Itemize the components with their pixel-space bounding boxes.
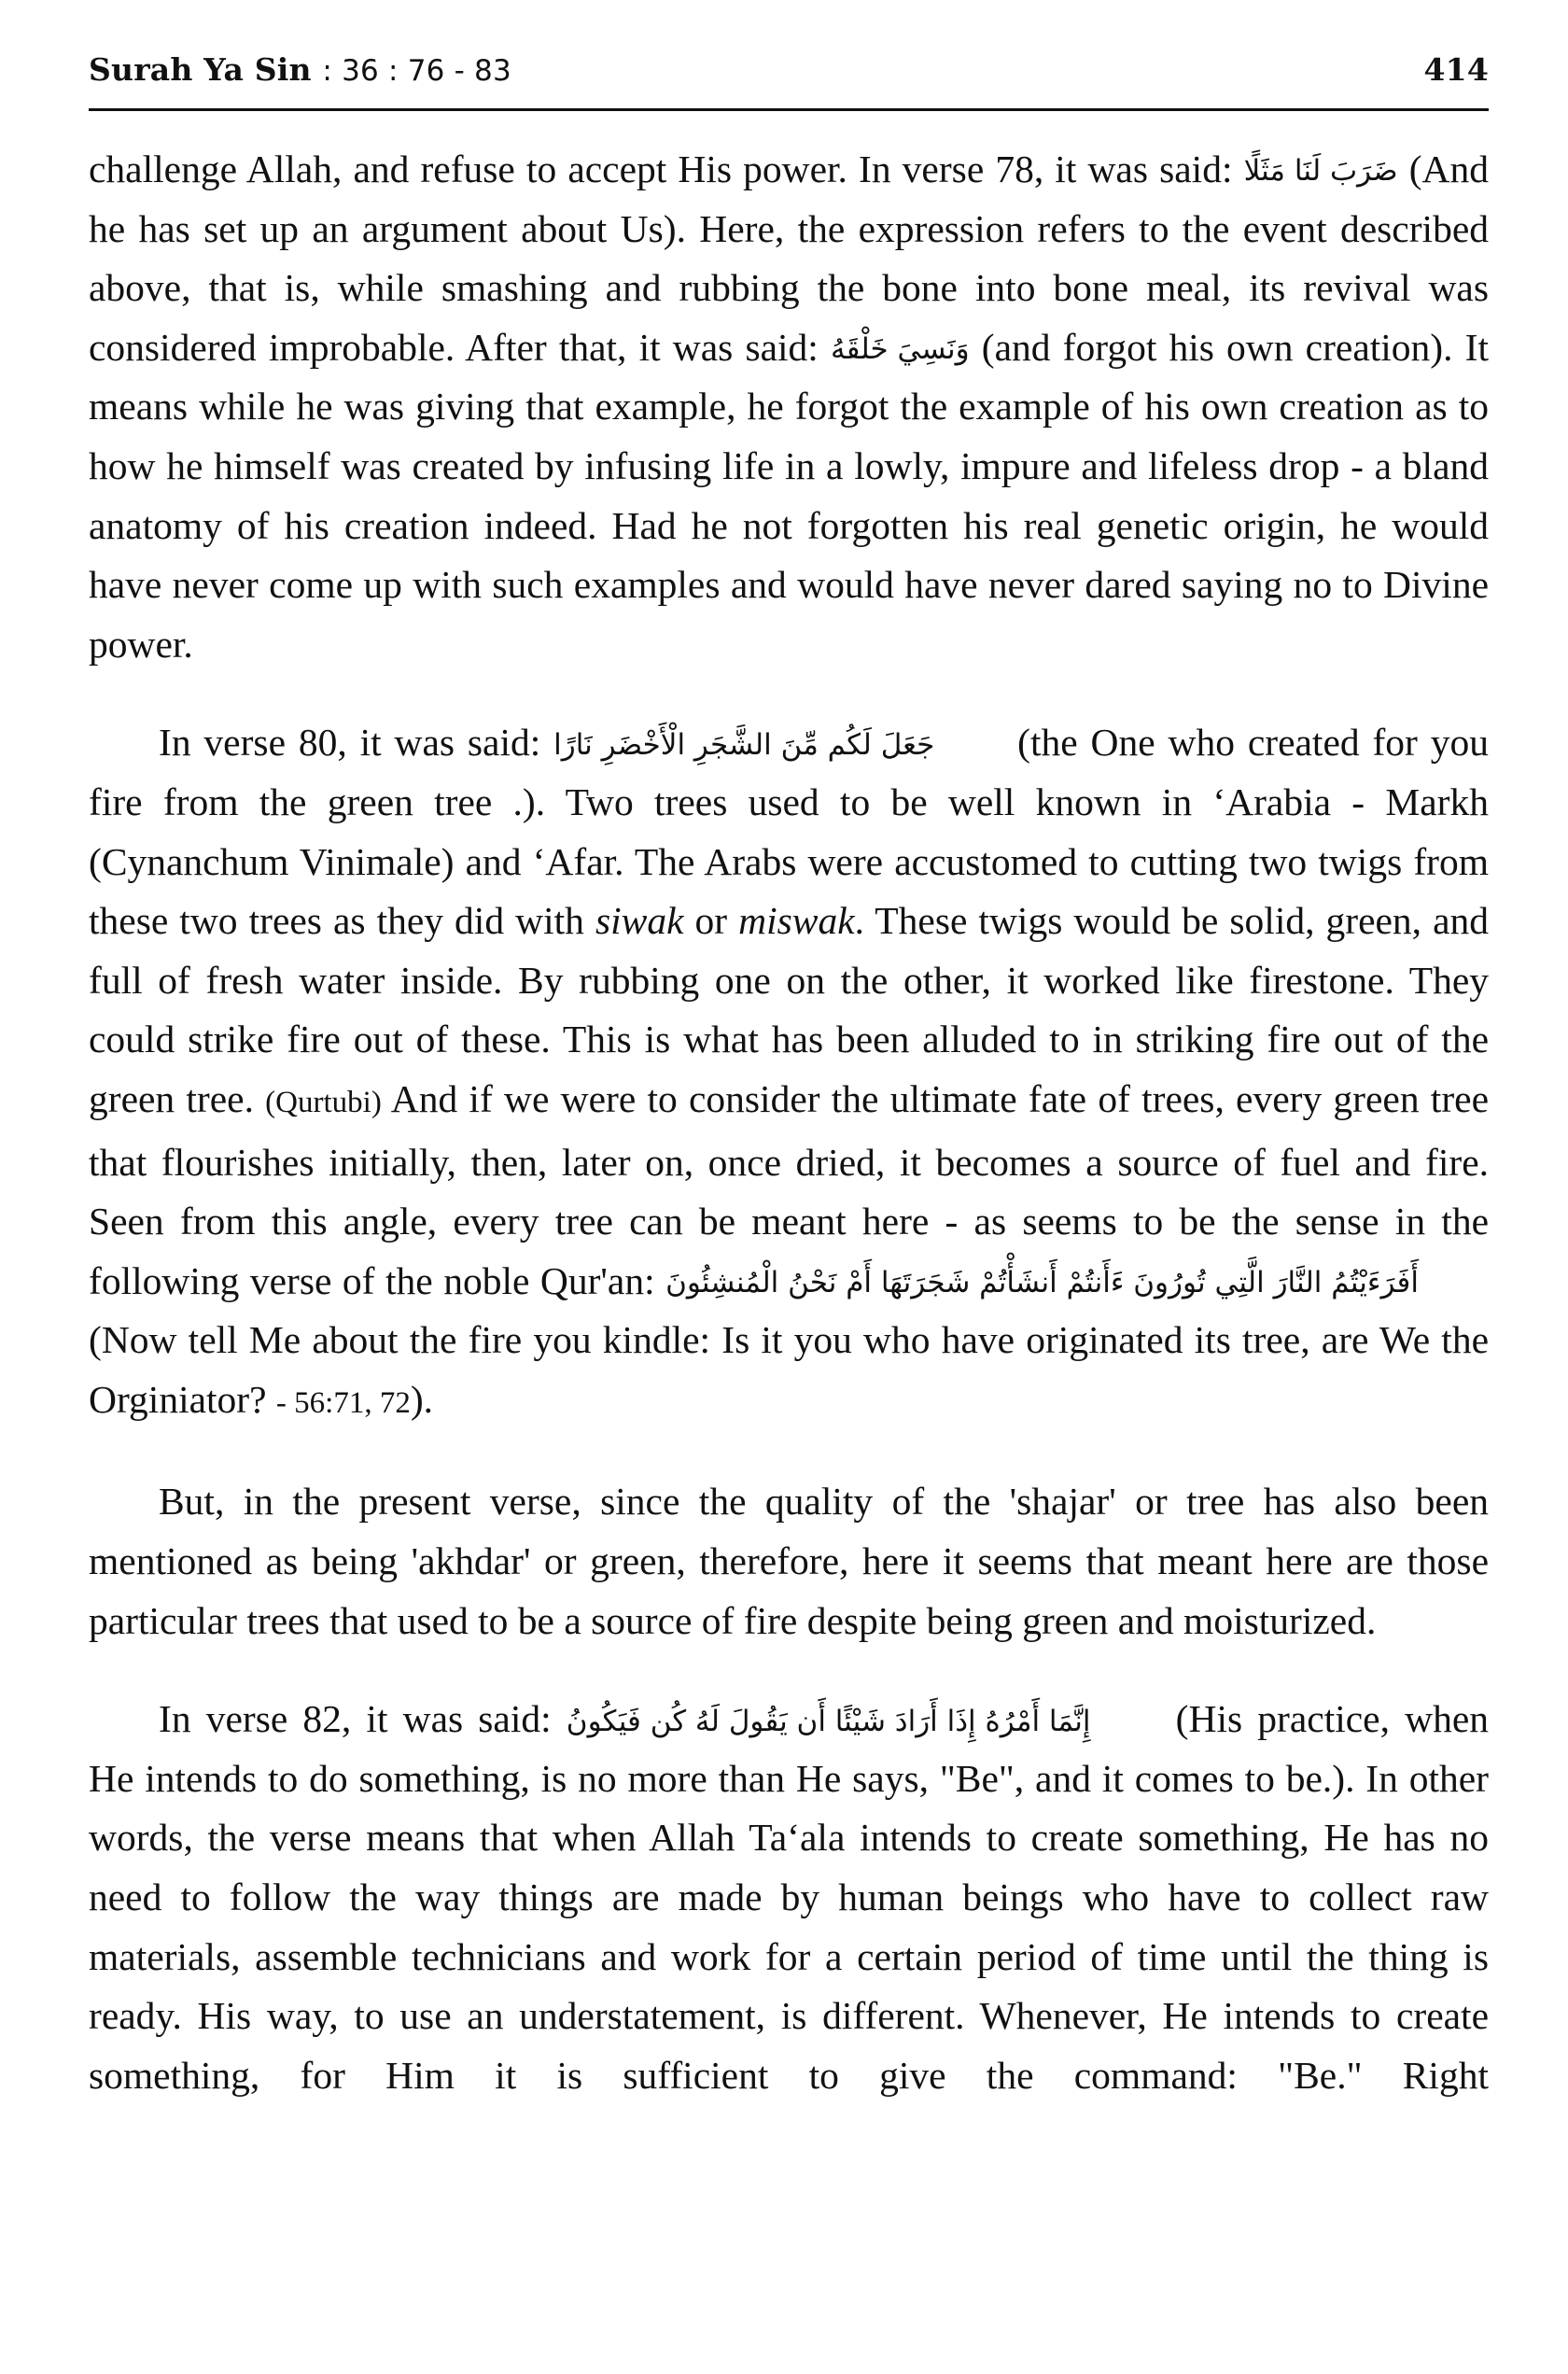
text-run: In verse 82, it was said: xyxy=(159,1697,567,1741)
text-run: And if we were to consider the ultimate fate of trees, every green tree that flourishes initially, then, later on, once dried, it becomes a source of fuel and fire. Seen from this angle, every tree can be meant here - as seems to be the sense in the following verse of the noble Qur'an: xyxy=(89,1076,1489,1302)
text-run: (and forgot his own creation). It means while he was giving that example, he forgot the example of his own creation as to how he himself was created by infusing life in a lowly, impure and lifeless drop - a bland anatomy of his creation indeed. Had he not forgotten his real genetic origin, he would have never come up with such examples and would have never dared saying no to Divine power. xyxy=(89,325,1489,666)
text-run: (His practice, when He intends to do something, is no more than He says, "Be", and it comes to be.). In other words, the verse means that when Allah Ta‘ala intends to create something, He has no need to follow the way things are made by human beings who have to collect raw materials, assemble technicians and work for a certain period of time until the thing is ready. His way, to use an understatement, is different. Whenever, He intends to create something, for Him it is sufficient to give the command: "Be." Right xyxy=(89,1697,1489,2097)
text-run: In verse 80, it was said: xyxy=(159,721,554,765)
paragraph-4 xyxy=(89,1690,1489,2105)
text-run: (the One who created for you fire from the green tree .). Two trees used to be well known in ‘Arabia - Markh (Cynanchum Vinimale) and ‘Afar. The Arabs were accustomed to cutting two twigs from these two trees as they did with xyxy=(89,721,1489,943)
text-run: ). xyxy=(410,1377,434,1421)
surah-title: Surah Ya Sin xyxy=(89,51,312,88)
verse-range: : 36 : 76 - 83 xyxy=(322,54,511,88)
text-run: (Now tell Me about the fire you kindle: Is it you who have originated its tree, are We the Orginiator? xyxy=(89,1318,1489,1421)
source-citation: (Qurtubi) xyxy=(265,1085,382,1119)
italic-term: siwak xyxy=(595,899,684,943)
text-run: But, in the present verse, since the quality of the 'shajar' or tree has also been mentioned as being 'akhdar' or green, therefore, here it seems that meant here are those particular trees that used to be a source of fire despite being green and moisturized. xyxy=(89,1480,1489,1642)
chapter-heading xyxy=(89,51,511,88)
arabic-quote: إِنَّمَا أَمْرُهُ إِذَا أَرَادَ شَيْئًا أَن يَقُولَ لَهُ كُن فَيَكُونُ xyxy=(566,1704,1091,1738)
arabic-quote: وَنَسِيَ خَلْقَهُ xyxy=(830,332,970,367)
text-run: . These twigs would be solid, green, and full of fresh water inside. By rubbing one on the other, it worked like firestone. They could strike fire out of these. This is what has been alluded to in striking fire out of the green tree. xyxy=(89,899,1489,1120)
arabic-quote: ضَرَبَ لَنَا مَثَلًا xyxy=(1243,154,1398,189)
paragraph-2 xyxy=(89,713,1489,1433)
text-run: challenge Allah, and refuse to accept His power. In verse 78, it was said: xyxy=(89,147,1244,190)
text-run: or xyxy=(683,899,739,943)
text-run: (And he has set up an argument about Us). Here, the expression refers to the event described above, that is, while smashing and rubbing the bone into bone meal, its revival was considered improbable. After that, it was said: xyxy=(89,147,1489,369)
header-rule xyxy=(89,108,1489,111)
page-number: 414 xyxy=(1423,51,1489,88)
arabic-quote: أَفَرَءَيْتُمُ النَّارَ الَّتِي تُورُونَ ءَأَنتُمْ أَنشَأْتُمْ شَجَرَتَهَا أَمْ نَحْنُ الْمُنشِئُونَ xyxy=(665,1266,1419,1300)
arabic-quote: جَعَلَ لَكُم مِّنَ الشَّجَرِ الْأَخْضَرِ نَارًا xyxy=(553,727,935,762)
running-head xyxy=(89,51,1489,98)
body-text xyxy=(89,140,1489,2105)
paragraph-3 xyxy=(89,1472,1489,1651)
paragraph-1 xyxy=(89,140,1489,674)
italic-term: miswak xyxy=(738,899,855,943)
verse-reference: - 56:71, 72 xyxy=(275,1385,411,1420)
